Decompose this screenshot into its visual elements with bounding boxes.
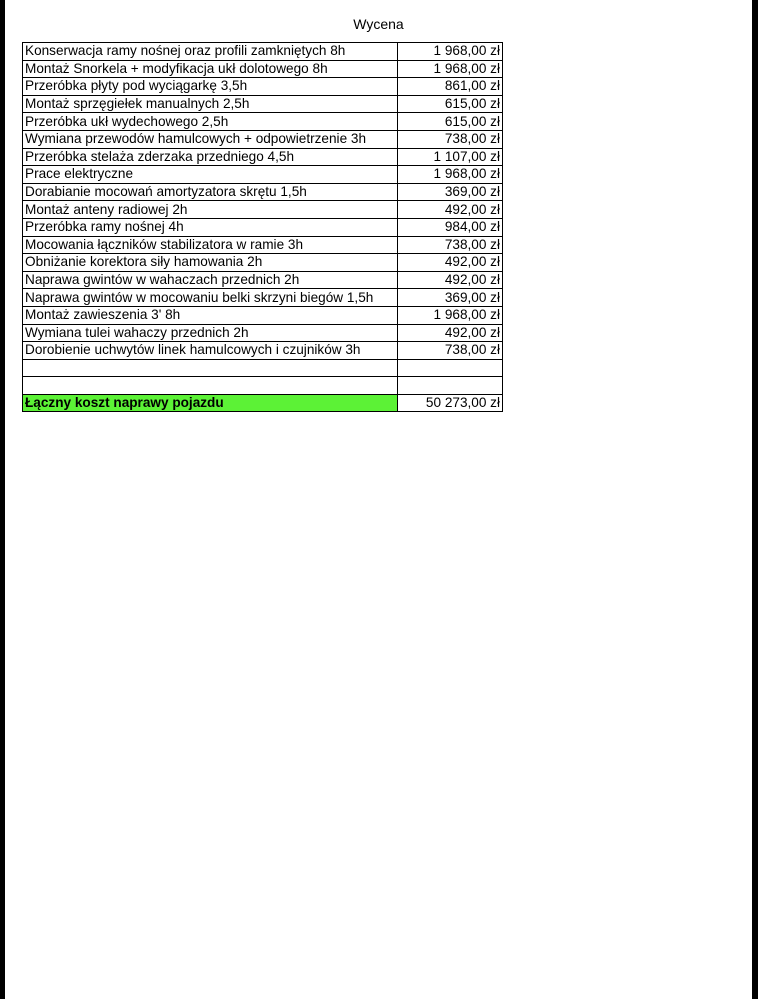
row-description: Konserwacja ramy nośnej oraz profili zamkniętych 8h bbox=[23, 43, 398, 61]
row-description: Obniżanie korektora siły hamowania 2h bbox=[23, 254, 398, 272]
table-row bbox=[23, 254, 503, 272]
total-value: 50 273,00 zł bbox=[398, 394, 503, 412]
row-price: 492,00 zł bbox=[398, 271, 503, 289]
row-price: 1 107,00 zł bbox=[398, 148, 503, 166]
row-description: Przeróbka ramy nośnej 4h bbox=[23, 218, 398, 236]
row-price: 1 968,00 zł bbox=[398, 306, 503, 324]
row-description: Prace elektryczne bbox=[23, 166, 398, 184]
row-price: 492,00 zł bbox=[398, 254, 503, 272]
table-row bbox=[23, 289, 503, 307]
row-description: Przeróbka stelaża zderzaka przedniego 4,5h bbox=[23, 148, 398, 166]
total-row bbox=[23, 394, 503, 412]
table-row bbox=[23, 306, 503, 324]
row-price: 1 968,00 zł bbox=[398, 43, 503, 61]
empty-row bbox=[23, 377, 503, 395]
table-row bbox=[23, 236, 503, 254]
row-description: Wymiana tulei wahaczy przednich 2h bbox=[23, 324, 398, 342]
row-description: Naprawa gwintów w wahaczach przednich 2h bbox=[23, 271, 398, 289]
row-description: Montaż Snorkela + modyfikacja ukł dolotowego 8h bbox=[23, 60, 398, 78]
row-description: Przeróbka ukł wydechowego 2,5h bbox=[23, 113, 398, 131]
row-price: 1 968,00 zł bbox=[398, 166, 503, 184]
row-price: 369,00 zł bbox=[398, 289, 503, 307]
row-description: Montaż anteny radiowej 2h bbox=[23, 201, 398, 219]
estimate-table bbox=[22, 42, 503, 412]
table-row bbox=[23, 113, 503, 131]
row-price: 738,00 zł bbox=[398, 130, 503, 148]
table-row bbox=[23, 201, 503, 219]
empty-cell bbox=[398, 377, 503, 395]
row-price: 492,00 zł bbox=[398, 324, 503, 342]
table-row bbox=[23, 218, 503, 236]
row-description: Przeróbka płyty pod wyciągarkę 3,5h bbox=[23, 78, 398, 96]
document-page bbox=[5, 0, 752, 999]
row-description: Dorobienie uchwytów linek hamulcowych i czujników 3h bbox=[23, 342, 398, 360]
table-row bbox=[23, 95, 503, 113]
row-description: Wymiana przewodów hamulcowych + odpowietrzenie 3h bbox=[23, 130, 398, 148]
page-title: Wycena bbox=[353, 16, 404, 32]
empty-row bbox=[23, 359, 503, 377]
table-row bbox=[23, 324, 503, 342]
row-description: Montaż zawieszenia 3' 8h bbox=[23, 306, 398, 324]
empty-cell bbox=[398, 359, 503, 377]
empty-cell bbox=[23, 377, 398, 395]
row-price: 984,00 zł bbox=[398, 218, 503, 236]
row-price: 615,00 zł bbox=[398, 113, 503, 131]
total-label: Łączny koszt naprawy pojazdu bbox=[23, 394, 398, 412]
table-row bbox=[23, 43, 503, 61]
row-price: 738,00 zł bbox=[398, 236, 503, 254]
row-price: 738,00 zł bbox=[398, 342, 503, 360]
table-row bbox=[23, 342, 503, 360]
row-price: 492,00 zł bbox=[398, 201, 503, 219]
row-description: Mocowania łączników stabilizatora w ramie 3h bbox=[23, 236, 398, 254]
estimate-rows bbox=[23, 43, 503, 412]
row-price: 369,00 zł bbox=[398, 183, 503, 201]
table-row bbox=[23, 78, 503, 96]
table-row bbox=[23, 183, 503, 201]
row-description: Dorabianie mocowań amortyzatora skrętu 1,5h bbox=[23, 183, 398, 201]
table-row bbox=[23, 148, 503, 166]
table-row bbox=[23, 166, 503, 184]
row-description: Naprawa gwintów w mocowaniu belki skrzyni biegów 1,5h bbox=[23, 289, 398, 307]
table-row bbox=[23, 271, 503, 289]
table-row bbox=[23, 130, 503, 148]
row-price: 861,00 zł bbox=[398, 78, 503, 96]
watermark: otomoto bbox=[6, 972, 61, 988]
row-price: 615,00 zł bbox=[398, 95, 503, 113]
row-description: Montaż sprzęgiełek manualnych 2,5h bbox=[23, 95, 398, 113]
row-price: 1 968,00 zł bbox=[398, 60, 503, 78]
empty-cell bbox=[23, 359, 398, 377]
table-row bbox=[23, 60, 503, 78]
